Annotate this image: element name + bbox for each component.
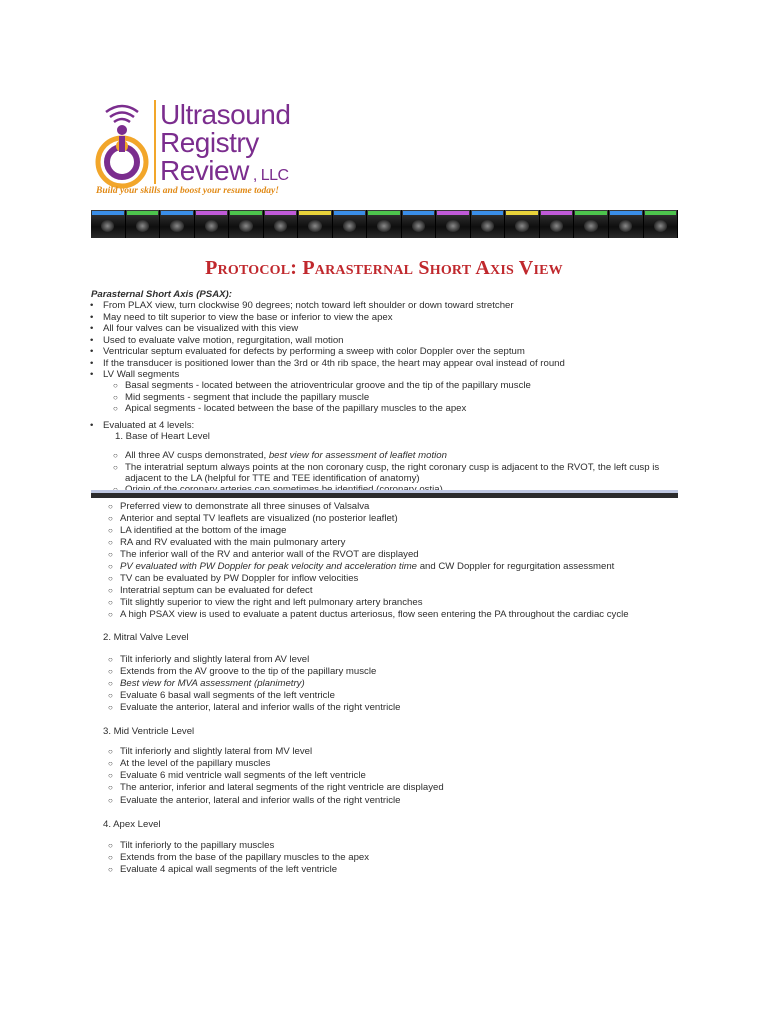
thumbnail-image: [412, 220, 425, 232]
thumbnail-color-tab: [334, 211, 366, 215]
thumbnail-image: [239, 220, 252, 232]
ultrasound-thumbnail: [367, 210, 402, 238]
thumbnail-color-tab: [610, 211, 642, 215]
list-item: ○ RA and RV evaluated with the main pulmonary artery: [108, 537, 346, 548]
list-item: • If the transducer is positioned lower than the 3rd or 4th rib space, the heart may appear oval instead of round: [90, 357, 565, 369]
page-title: Protocol: Parasternal Short Axis View: [205, 257, 563, 279]
level-heading: 4. Apex Level: [103, 819, 161, 830]
thumbnail-image: [101, 220, 114, 232]
ultrasound-thumbnail: [574, 210, 609, 238]
thumbnail-image: [377, 220, 390, 232]
ultrasound-thumbnail: [333, 210, 368, 238]
thumbnail-color-tab: [541, 211, 573, 215]
list-item: ○ Best view for MVA assessment (planimetry): [108, 678, 305, 689]
thumbnail-image: [343, 220, 356, 232]
thumbnail-image: [550, 220, 563, 232]
list-item: • Evaluated at 4 levels:: [90, 420, 195, 431]
list-item: ○ TV can be evaluated by PW Doppler for inflow velocities: [108, 573, 359, 584]
psax-heading: Parasternal Short Axis (PSAX):: [91, 289, 232, 300]
thumbnail-color-tab: [299, 211, 331, 215]
ultrasound-thumbnail: [436, 210, 471, 238]
thumbnail-color-tab: [161, 211, 193, 215]
ultrasound-image-strip: [91, 210, 678, 238]
brand-name-line-2: Registry: [160, 127, 259, 158]
list-item: ○ Evaluate 6 basal wall segments of the left ventricle: [108, 690, 335, 701]
list-item-continuation: adjacent to the LA (helpful for TTE and TEE identification of anatomy): [125, 473, 420, 484]
ultrasound-thumbnail: [505, 210, 540, 238]
list-item: ○ The interatrial septum always points at the non coronary cusp, the right coronary cusp is adjacent to the RVOT, the left cusp is: [113, 462, 660, 473]
thumbnail-image: [654, 220, 667, 232]
ultrasound-thumbnail: [609, 210, 644, 238]
list-item: • From PLAX view, turn clockwise 90 degrees; notch toward left shoulder or down toward stretcher: [90, 300, 514, 311]
list-item: ○ Extends from the AV groove to the tip of the papillary muscle: [108, 666, 377, 677]
ultrasound-thumbnail: [160, 210, 195, 238]
list-item: • Used to evaluate valve motion, regurgitation, wall motion: [90, 334, 344, 346]
thumbnail-image: [274, 220, 287, 232]
list-item: ○ At the level of the papillary muscles: [108, 758, 271, 769]
thumbnail-color-tab: [230, 211, 262, 215]
thumbnail-image: [205, 220, 218, 232]
thumbnail-color-tab: [472, 211, 504, 215]
ultrasound-thumbnail: [471, 210, 506, 238]
list-item: ○ Evaluate 6 mid ventricle wall segments of the left ventricle: [108, 770, 366, 781]
brand-review: Review: [160, 155, 249, 186]
ultrasound-thumbnail: [229, 210, 264, 238]
list-item: ○ Evaluate 4 apical wall segments of the left ventricle: [108, 864, 338, 875]
list-item: ○ LA identified at the bottom of the image: [108, 525, 287, 536]
list-item: ○ Evaluate the anterior, lateral and inferior walls of the right ventricle: [108, 795, 401, 806]
thumbnail-color-tab: [506, 211, 538, 215]
list-item: ○ All three AV cusps demonstrated, best view for assessment of leaflet motion: [113, 450, 447, 461]
thumbnail-image: [515, 220, 528, 232]
list-item: ○ Anterior and septal TV leaflets are visualized (no posterior leaflet): [108, 513, 398, 524]
ultrasound-thumbnail: [126, 210, 161, 238]
list-item: ○ Basal segments - located between the atrioventricular groove and the tip of the papillary muscle: [113, 380, 531, 391]
thumbnail-image: [446, 220, 459, 232]
list-item: • LV Wall segments: [90, 369, 180, 380]
thumbnail-color-tab: [265, 211, 297, 215]
list-item: ○ Tilt inferiorly to the papillary muscles: [108, 840, 275, 851]
level-heading: 1. Base of Heart Level: [115, 431, 210, 442]
list-item: • All four valves can be visualized with this view: [90, 323, 299, 334]
thumbnail-color-tab: [196, 211, 228, 215]
page-break: [91, 493, 678, 498]
list-item: ○ Tilt slightly superior to view the right and left pulmonary artery branches: [108, 597, 423, 608]
list-item: ○ The anterior, inferior and lateral segments of the right ventricle are displayed: [108, 782, 444, 793]
thumbnail-image: [584, 220, 597, 232]
list-item: ○ Apical segments - located between the base of the papillary muscles to the apex: [113, 403, 467, 414]
ultrasound-thumbnail: [91, 210, 126, 238]
list-item: ○ Tilt inferiorly and slightly lateral from AV level: [108, 654, 310, 665]
brand-llc: , LLC: [252, 167, 289, 184]
list-item: ○ Extends from the base of the papillary muscles to the apex: [108, 852, 370, 863]
thumbnail-image: [136, 220, 149, 232]
thumbnail-image: [619, 220, 632, 232]
list-item: ○ The inferior wall of the RV and anterior wall of the RVOT are displayed: [108, 549, 419, 560]
brand-divider: [154, 100, 156, 184]
list-item: ○ PV evaluated with PW Doppler for peak velocity and acceleration time and CW Doppler for regurgitation assessment: [108, 561, 615, 572]
level-heading: 3. Mid Ventricle Level: [103, 726, 195, 737]
thumbnail-color-tab: [437, 211, 469, 215]
ultrasound-thumbnail: [540, 210, 575, 238]
thumbnail-color-tab: [403, 211, 435, 215]
thumbnail-image: [308, 220, 321, 232]
list-item: • May need to tilt superior to view the base or inferior to view the apex: [90, 311, 393, 323]
brand-name-line-1: Ultrasound: [160, 99, 291, 130]
list-item: ○ A high PSAX view is used to evaluate a patent ductus arteriosus, flow seen entering the PA throughout the cardiac cycle: [108, 609, 629, 620]
thumbnail-color-tab: [368, 211, 400, 215]
ultrasound-thumbnail: [644, 210, 679, 238]
thumbnail-image: [481, 220, 494, 232]
list-item: ○ Evaluate the anterior, lateral and inferior walls of the right ventricle: [108, 702, 401, 713]
ultrasound-thumbnail: [298, 210, 333, 238]
thumbnail-color-tab: [575, 211, 607, 215]
list-item: ○ Preferred view to demonstrate all three sinuses of Valsalva: [108, 501, 370, 512]
list-item: • Ventricular septum evaluated for defects by performing a sweep with color Doppler over the septum: [90, 346, 525, 357]
tagline: Build your skills and boost your resume today!: [96, 186, 279, 196]
ultrasound-thumbnail: [264, 210, 299, 238]
level-heading: 2. Mitral Valve Level: [103, 632, 189, 643]
list-item: ○ Tilt inferiorly and slightly lateral from MV level: [108, 746, 313, 757]
ultrasound-thumbnail: [402, 210, 437, 238]
ultrasound-thumbnail: [195, 210, 230, 238]
list-item: ○ Interatrial septum can be evaluated for defect: [108, 585, 313, 596]
logo-icon: [92, 96, 152, 192]
thumbnail-color-tab: [127, 211, 159, 215]
thumbnail-image: [170, 220, 183, 232]
thumbnail-color-tab: [92, 211, 124, 215]
list-item: ○ Mid segments - segment that include the papillary muscle: [113, 391, 370, 403]
thumbnail-color-tab: [645, 211, 677, 215]
